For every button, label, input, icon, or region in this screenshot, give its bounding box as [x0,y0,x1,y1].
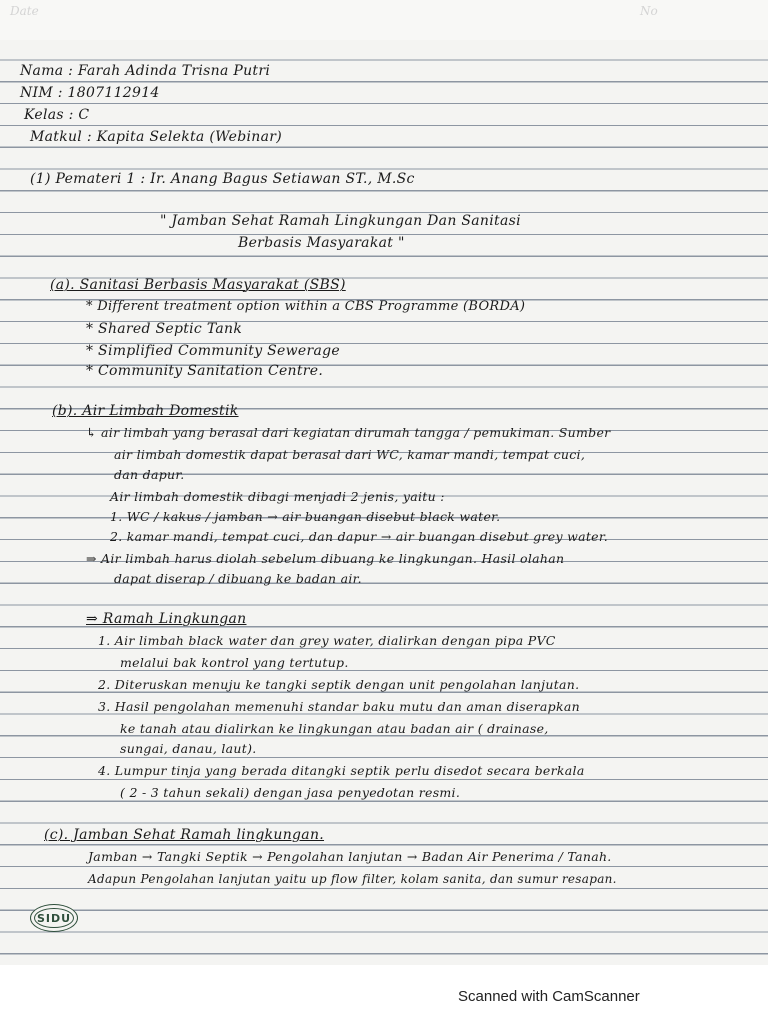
ramah-item-3b: ke tanah atau dialirkan ke lingkungan atau badan air ( drainase, [120,721,549,736]
page-number-label: No [640,4,658,18]
camscanner-watermark: Scanned with CamScanner [458,988,640,1005]
title-line-2: Berbasis Masyarakat " [238,235,405,251]
paper-header [0,0,768,40]
section-c-line-2: Adapun Pengolahan lanjutan yaitu up flow filter, kolam sanita, dan sumur resapan. [88,872,617,886]
speaker-line: (1) Pemateri 1 : Ir. Anang Bagus Setiawan ST., M.Sc [30,171,415,187]
section-b-line-4: Air limbah domestik dibagi menjadi 2 jenis, yaitu : [110,489,445,504]
ramah-item-4b: ( 2 - 3 tahun sekali) dengan jasa penyedotan resmi. [120,785,461,800]
date-label: Date [10,4,39,18]
title-line-1: " Jamban Sehat Ramah Lingkungan Dan Sanitasi [160,213,521,229]
section-b-line-3: dan dapur. [114,467,185,482]
section-b-line-1: ↳ air limbah yang berasal dari kegiatan dirumah tangga / pemukiman. Sumber [86,425,611,440]
section-a-item-2: * Shared Septic Tank [86,321,243,337]
section-c-heading: (c). Jamban Sehat Ramah lingkungan. [44,827,325,843]
section-b-line-6: 2. kamar mandi, tempat cuci, dan dapur → air buangan disebut grey water. [110,529,609,544]
section-a-item-4: * Community Sanitation Centre. [86,363,324,379]
section-c-line-1: Jamban → Tangki Septik → Pengolahan lanjutan → Badan Air Penerima / Tanah. [88,849,612,864]
section-b-line-8: dapat diserap / dibuang ke badan air. [114,571,362,586]
ramah-item-3c: sungai, danau, laut). [120,741,257,756]
sidu-logo-text: SIDU [36,911,72,925]
class-line: Kelas : C [24,107,90,123]
section-a-item-1: * Different treatment option within a CBS Programme (BORDA) [86,299,526,314]
course-line: Matkul : Kapita Selekta (Webinar) [30,129,282,145]
name-line: Nama : Farah Adinda Trisna Putri [20,63,271,79]
ramah-item-1b: melalui bak kontrol yang tertutup. [120,655,349,670]
ramah-heading: ⇒ Ramah Lingkungan [86,611,247,627]
section-b-line-5: 1. WC / kakus / jamban → air buangan disebut black water. [110,509,501,524]
section-b-line-2: air limbah domestik dapat berasal dari WC, kamar mandi, tempat cuci, [114,447,586,462]
sidu-logo [30,904,78,932]
nim-line: NIM : 1807112914 [20,85,160,101]
ramah-item-3a: 3. Hasil pengolahan memenuhi standar baku mutu dan aman diserapkan [98,699,580,714]
ramah-item-4a: 4. Lumpur tinja yang berada ditangki septik perlu disedot secara berkala [98,763,585,778]
section-b-heading: (b). Air Limbah Domestik [52,403,239,419]
section-b-line-7: ⇒ Air limbah harus diolah sebelum dibuang ke lingkungan. Hasil olahan [86,551,565,566]
section-a-item-3: * Simplified Community Sewerage [86,343,340,359]
ramah-item-2: 2. Diteruskan menuju ke tangki septik dengan unit pengolahan lanjutan. [98,677,580,692]
section-a-heading: (a). Sanitasi Berbasis Masyarakat (SBS) [50,277,346,293]
ramah-item-1a: 1. Air limbah black water dan grey water, dialirkan dengan pipa PVC [98,633,556,648]
